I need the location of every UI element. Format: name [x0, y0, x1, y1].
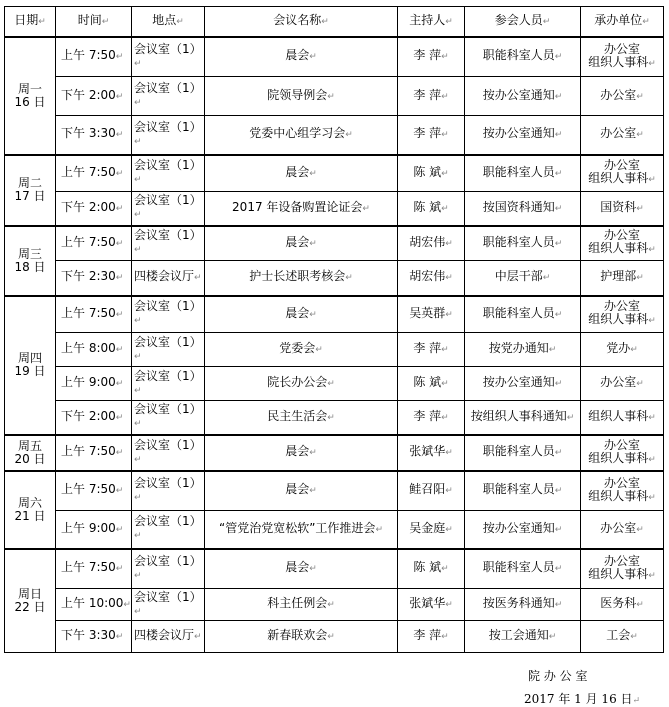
meeting-cell: 护士长述职考核会↵ [205, 261, 398, 296]
unit-line: 办公室↵ [600, 126, 644, 141]
attendees-cell: 职能科室人员↵ [465, 226, 581, 261]
header-row [5, 7, 664, 37]
time-cell: 上午 9:00↵ [56, 367, 132, 401]
unit-cell [581, 261, 664, 296]
host-cell: 陈 斌↵ [398, 192, 465, 226]
host-cell: 李 萍↵ [398, 621, 465, 653]
host-cell: 胡宏伟↵ [398, 261, 465, 296]
meeting-cell: 晨会↵ [205, 155, 398, 192]
place-cell: 会议室（1）↵ [132, 116, 205, 155]
time-cell: 上午 7:50↵ [56, 296, 132, 333]
header-meeting: 会议名称↵ [205, 7, 398, 37]
unit-line: 国资科↵ [600, 199, 644, 214]
day-date: 22 日 [14, 599, 46, 614]
day-label: 周三 [17, 246, 42, 261]
place-cell: 会议室（1）↵ [132, 435, 205, 471]
attendees-cell: 按办公室通知↵ [465, 367, 581, 401]
attendees-cell: 按办公室通知↵ [465, 511, 581, 549]
host-cell: 李 萍↵ [398, 77, 465, 116]
place-cell: 会议室（1）↵ [132, 471, 205, 511]
place-cell: 会议室（1）↵ [132, 77, 205, 116]
unit-line: 办公室 [603, 41, 640, 56]
host-cell: 吴英群↵ [398, 296, 465, 333]
unit-cell [581, 435, 664, 471]
place-cell: 四楼会议厅↵ [132, 621, 205, 653]
unit-line: 组织人事科↵ [588, 241, 656, 256]
unit-line: 组织人事科↵ [588, 54, 656, 69]
day-group [5, 549, 664, 653]
unit-cell [581, 37, 664, 77]
day-label: 周六 [17, 495, 42, 510]
table-row [5, 296, 664, 333]
day-label: 周一 [17, 81, 42, 96]
header-time: 时间↵ [56, 7, 132, 37]
header-attendees: 参会人员↵ [465, 7, 581, 37]
meeting-cell: “管党治党宽松软”工作推进会↵ [205, 511, 398, 549]
unit-cell [581, 333, 664, 367]
meeting-cell: 院长办公会↵ [205, 367, 398, 401]
day-cell [5, 37, 56, 155]
unit-cell [581, 192, 664, 226]
place-cell: 会议室（1）↵ [132, 155, 205, 192]
host-cell: 鲑召阳↵ [398, 471, 465, 511]
meeting-cell: 晨会↵ [205, 549, 398, 589]
day-group [5, 226, 664, 296]
meeting-cell: 2017 年设备购置论证会↵ [205, 192, 398, 226]
day-label: 周四 [17, 351, 42, 365]
time-cell: 下午 3:30↵ [56, 621, 132, 653]
meeting-cell: 民主生活会↵ [205, 401, 398, 435]
unit-line: 组织人事科↵ [588, 408, 656, 423]
day-date: 18 日 [14, 259, 46, 274]
meeting-cell: 党委会↵ [205, 333, 398, 367]
meeting-cell: 科主任例会↵ [205, 589, 398, 621]
table-row [5, 621, 664, 653]
meeting-cell: 晨会↵ [205, 37, 398, 77]
attendees-cell: 职能科室人员↵ [465, 296, 581, 333]
unit-cell [581, 77, 664, 116]
place-cell: 会议室（1）↵ [132, 37, 205, 77]
day-label: 周五 [17, 438, 42, 453]
attendees-cell: 按工会通知↵ [465, 621, 581, 653]
day-cell [5, 471, 56, 549]
table-row [5, 471, 664, 511]
unit-line: 办公室↵ [600, 520, 644, 535]
day-cell [5, 549, 56, 653]
day-date: 17 日 [14, 189, 46, 203]
place-cell: 会议室（1）↵ [132, 192, 205, 226]
unit-line: 护理部↵ [600, 269, 644, 284]
time-cell: 下午 2:00↵ [56, 401, 132, 435]
host-cell: 陈 斌↵ [398, 549, 465, 589]
meeting-cell: 晨会↵ [205, 471, 398, 511]
time-cell: 下午 2:00↵ [56, 192, 132, 226]
time-cell: 下午 2:30↵ [56, 261, 132, 296]
place-cell: 四楼会议厅↵ [132, 261, 205, 296]
day-date: 20 日 [14, 451, 46, 466]
unit-line: 组织人事科↵ [588, 171, 656, 186]
day-group [5, 435, 664, 471]
unit-line: 工会↵ [606, 628, 638, 642]
host-cell: 吴金庭↵ [398, 511, 465, 549]
unit-cell [581, 511, 664, 549]
day-cell [5, 296, 56, 435]
day-cell [5, 226, 56, 296]
place-cell: 会议室（1）↵ [132, 549, 205, 589]
table-row [5, 261, 664, 296]
host-cell: 李 萍↵ [398, 116, 465, 155]
unit-line: 医务科↵ [600, 596, 644, 610]
unit-line: 办公室 [603, 475, 640, 490]
table-row [5, 192, 664, 226]
unit-line: 组织人事科↵ [588, 488, 656, 503]
unit-cell [581, 589, 664, 621]
place-cell: 会议室（1）↵ [132, 296, 205, 333]
table-row [5, 511, 664, 549]
host-cell: 李 萍↵ [398, 37, 465, 77]
header-host: 主持人↵ [398, 7, 465, 37]
table-row [5, 226, 664, 261]
place-cell: 会议室（1）↵ [132, 589, 205, 621]
time-cell: 上午 7:50↵ [56, 435, 132, 471]
attendees-cell: 职能科室人员↵ [465, 435, 581, 471]
day-date: 21 日 [14, 508, 46, 523]
header-date: 日期↵ [5, 7, 56, 37]
unit-cell [581, 367, 664, 401]
unit-cell [581, 621, 664, 653]
time-cell: 上午 7:50↵ [56, 37, 132, 77]
attendees-cell: 中层干部↵ [465, 261, 581, 296]
unit-line: 组织人事科↵ [588, 450, 656, 465]
time-cell: 上午 10:00↵ [56, 589, 132, 621]
meeting-cell: 院领导例会↵ [205, 77, 398, 116]
unit-line: 办公室 [603, 228, 640, 243]
unit-cell [581, 226, 664, 261]
time-cell: 下午 2:00↵ [56, 77, 132, 116]
host-cell: 李 萍↵ [398, 401, 465, 435]
unit-cell [581, 155, 664, 192]
unit-cell [581, 116, 664, 155]
host-cell: 张斌华↵ [398, 435, 465, 471]
unit-line: 办公室 [603, 553, 640, 568]
place-cell: 会议室（1）↵ [132, 401, 205, 435]
day-label: 周日 [17, 586, 42, 601]
time-cell: 上午 7:50↵ [56, 226, 132, 261]
table-row [5, 549, 664, 589]
unit-cell [581, 401, 664, 435]
day-group [5, 155, 664, 226]
day-group [5, 37, 664, 155]
place-cell: 会议室（1）↵ [132, 226, 205, 261]
meeting-cell: 晨会↵ [205, 296, 398, 333]
place-cell: 会议室（1）↵ [132, 511, 205, 549]
attendees-cell: 职能科室人员↵ [465, 549, 581, 589]
header-place: 地点↵ [132, 7, 205, 37]
place-cell: 会议室（1）↵ [132, 333, 205, 367]
unit-line: 组织人事科↵ [588, 566, 656, 581]
table-row [5, 435, 664, 471]
table-row [5, 116, 664, 155]
meeting-cell: 晨会↵ [205, 435, 398, 471]
unit-line: 办公室↵ [600, 375, 644, 389]
day-group [5, 296, 664, 435]
footer-office: 院 办 公 室 [528, 669, 588, 683]
unit-cell [581, 296, 664, 333]
attendees-cell: 职能科室人员↵ [465, 37, 581, 77]
time-cell: 下午 3:30↵ [56, 116, 132, 155]
table-row [5, 37, 664, 77]
day-date: 16 日 [14, 94, 46, 109]
table-row [5, 333, 664, 367]
host-cell: 陈 斌↵ [398, 367, 465, 401]
unit-line: 办公室 [603, 158, 640, 173]
attendees-cell: 按办公室通知↵ [465, 116, 581, 155]
attendees-cell: 按办公室通知↵ [465, 77, 581, 116]
meeting-cell: 晨会↵ [205, 226, 398, 261]
unit-line: 党办↵ [606, 341, 638, 355]
time-cell: 上午 7:50↵ [56, 471, 132, 511]
attendees-cell: 职能科室人员↵ [465, 155, 581, 192]
meeting-schedule-table [4, 6, 664, 653]
attendees-cell: 按医务科通知↵ [465, 589, 581, 621]
unit-cell [581, 471, 664, 511]
attendees-cell: 按组织人事科通知↵ [465, 401, 581, 435]
attendees-cell: 按党办通知↵ [465, 333, 581, 367]
attendees-cell: 按国资科通知↵ [465, 192, 581, 226]
host-cell: 李 萍↵ [398, 333, 465, 367]
unit-line: 办公室↵ [600, 87, 644, 102]
table-row [5, 401, 664, 435]
time-cell: 上午 8:00↵ [56, 333, 132, 367]
table-row [5, 155, 664, 192]
table-row [5, 77, 664, 116]
header-unit: 承办单位↵ [581, 7, 664, 37]
table-row [5, 589, 664, 621]
unit-cell [581, 549, 664, 589]
host-cell: 张斌华↵ [398, 589, 465, 621]
time-cell: 上午 7:50↵ [56, 549, 132, 589]
host-cell: 陈 斌↵ [398, 155, 465, 192]
day-cell [5, 435, 56, 471]
day-group [5, 471, 664, 549]
unit-line: 办公室 [603, 437, 640, 452]
attendees-cell: 职能科室人员↵ [465, 471, 581, 511]
day-cell [5, 155, 56, 226]
meeting-cell: 新春联欢会↵ [205, 621, 398, 653]
meeting-cell: 党委中心组学习会↵ [205, 116, 398, 155]
time-cell: 上午 7:50↵ [56, 155, 132, 192]
time-cell: 上午 9:00↵ [56, 511, 132, 549]
host-cell: 胡宏伟↵ [398, 226, 465, 261]
footer-date: 2017 年 1 月 16 日↵ [524, 692, 641, 706]
place-cell: 会议室（1）↵ [132, 367, 205, 401]
unit-line: 办公室 [603, 299, 640, 314]
table-row [5, 367, 664, 401]
day-date: 19 日 [14, 364, 46, 378]
day-label: 周二 [17, 176, 42, 190]
unit-line: 组织人事科↵ [588, 312, 656, 327]
